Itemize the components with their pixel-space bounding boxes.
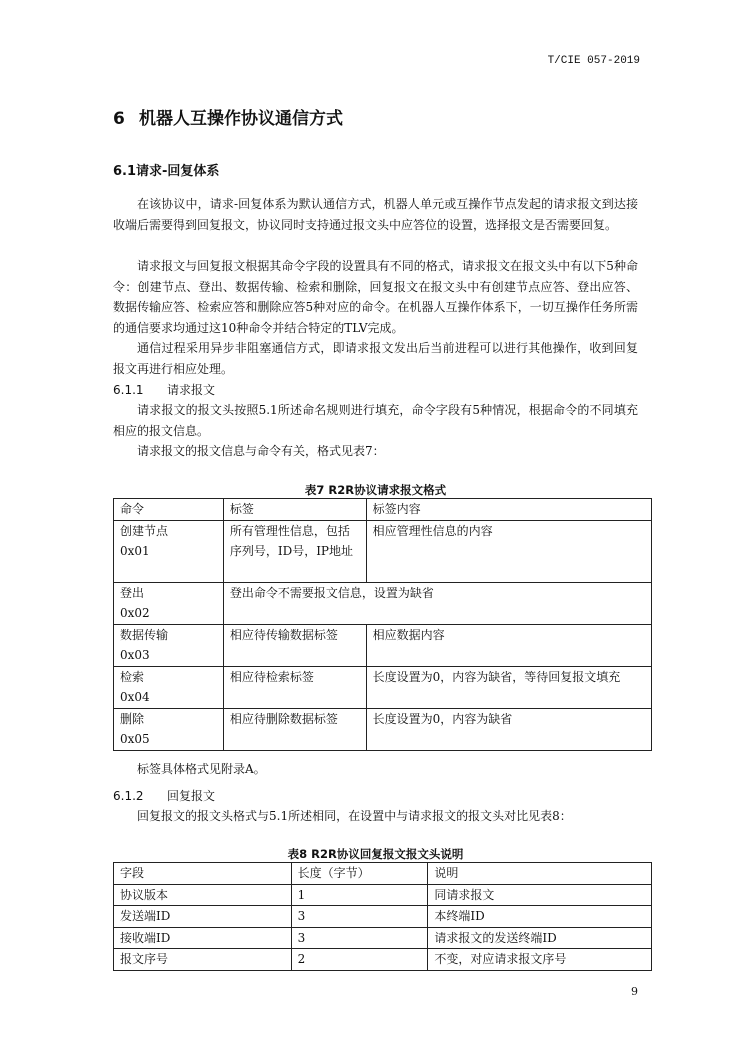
description-cell: 请求报文的发送终端ID <box>428 927 652 949</box>
field-cell: 接收端ID <box>114 927 292 949</box>
command-cell: 数据传输 0x03 <box>114 624 224 666</box>
field-cell: 协议版本 <box>114 884 292 906</box>
length-cell: 2 <box>291 949 428 971</box>
content-cell: 相应数据内容 <box>366 624 651 666</box>
description-cell: 不变，对应请求报文序号 <box>428 949 652 971</box>
command-cell: 删除 0x05 <box>114 708 224 750</box>
table-7-caption: 表7 R2R协议请求报文格式 <box>304 483 447 497</box>
table-row <box>114 884 652 906</box>
command-cell: 登出 0x02 <box>114 582 224 624</box>
merged-cell: 登出命令不需要报文信息，设置为缺省 <box>223 582 651 624</box>
length-cell: 1 <box>291 884 428 906</box>
field-cell: 发送端ID <box>114 906 292 928</box>
table-row <box>114 624 652 666</box>
header-cell: 说明 <box>428 863 652 885</box>
length-cell: 3 <box>291 927 428 949</box>
header-cell: 字段 <box>114 863 292 885</box>
table-row <box>114 520 652 582</box>
heading-6-1-2 <box>113 787 215 804</box>
command-cell: 检索 0x04 <box>114 666 224 708</box>
table-8 <box>113 862 652 971</box>
table-row <box>114 708 652 750</box>
header-cell: 长度（字节） <box>291 863 428 885</box>
tag-cell: 相应待删除数据标签 <box>223 708 366 750</box>
tag-format-note: 标签具体格式见附录A。 <box>137 762 266 776</box>
section-title: 机器人互操作协议通信方式 <box>139 109 343 129</box>
tag-cell: 相应待传输数据标签 <box>223 624 366 666</box>
description-cell: 本终端ID <box>428 906 652 928</box>
header-cell: 标签 <box>223 499 366 521</box>
page-number: 9 <box>631 985 638 998</box>
table-row <box>114 927 652 949</box>
description-cell: 同请求报文 <box>428 884 652 906</box>
table-row <box>114 666 652 708</box>
paragraph-6-1-1-a: 请求报文的报文头按照5.1所述命名规则进行填充，命令字段有5种情况，根据命令的不同填充相应的报文信息。 <box>113 403 638 438</box>
content-cell: 长度设置为0，内容为缺省 <box>366 708 651 750</box>
subsection-title: 请求-回复体系 <box>136 164 220 179</box>
subsection-number: 6.1 <box>113 164 137 179</box>
heading-title: 请求报文 <box>167 383 216 397</box>
paragraph-2: 请求报文与回复报文根据其命令字段的设置具有不同的格式，请求报文在报文头中有以下5种命令：创建节点、登出、数据传输、检索和删除，回复报文在报文头中有创建节点应答、登出应答、数据传输应答、检索应答和删除应答5种对应的命令。在机器人互操作体系下，一切互操作任务所需的通信要求均通过这10种命令并结合特定的TLV完成。 <box>113 259 638 335</box>
header-cell: 命令 <box>114 499 224 521</box>
table-row <box>114 582 652 624</box>
paragraph-6-1-1-b: 请求报文的报文信息与命令有关，格式见表7： <box>137 444 385 458</box>
length-cell: 3 <box>291 906 428 928</box>
table-row <box>114 906 652 928</box>
field-cell: 报文序号 <box>114 949 292 971</box>
table-header-row <box>114 863 652 885</box>
paragraph-6-1-2: 回复报文的报文头格式与5.1所述相同，在设置中与请求报文的报文头对比见表8： <box>137 809 572 823</box>
paragraph-1: 在该协议中，请求-回复体系为默认通信方式，机器人单元或互操作节点发起的请求报文到达接收端后需要得到回复报文，协议同时支持通过报文头中应答位的设置，选择报文是否需要回复。 <box>113 197 638 232</box>
paragraph-3: 通信过程采用异步非阻塞通信方式，即请求报文发出后当前进程可以进行其他操作，收到回复报文再进行相应处理。 <box>113 341 638 376</box>
table-row <box>114 949 652 971</box>
heading-number: 6.1.1 <box>113 383 144 397</box>
heading-6-1-1 <box>113 381 215 398</box>
tag-cell: 所有管理性信息，包括序列号，ID号，IP地址 <box>223 520 366 582</box>
section-number: 6 <box>113 109 125 129</box>
heading-number: 6.1.2 <box>113 789 144 803</box>
table-7 <box>113 498 652 751</box>
command-cell: 创建节点 0x01 <box>114 520 224 582</box>
table-8-caption: 表8 R2R协议回复报文报文头说明 <box>287 847 464 861</box>
section-heading <box>113 104 343 129</box>
subsection-heading <box>113 160 219 179</box>
content-cell: 相应管理性信息的内容 <box>366 520 651 582</box>
tag-cell: 相应待检索标签 <box>223 666 366 708</box>
content-cell: 长度设置为0，内容为缺省，等待回复报文填充 <box>366 666 651 708</box>
document-id: T/CIE 057-2019 <box>547 55 640 67</box>
heading-title: 回复报文 <box>167 789 216 803</box>
header-cell: 标签内容 <box>366 499 651 521</box>
table-header-row <box>114 499 652 521</box>
